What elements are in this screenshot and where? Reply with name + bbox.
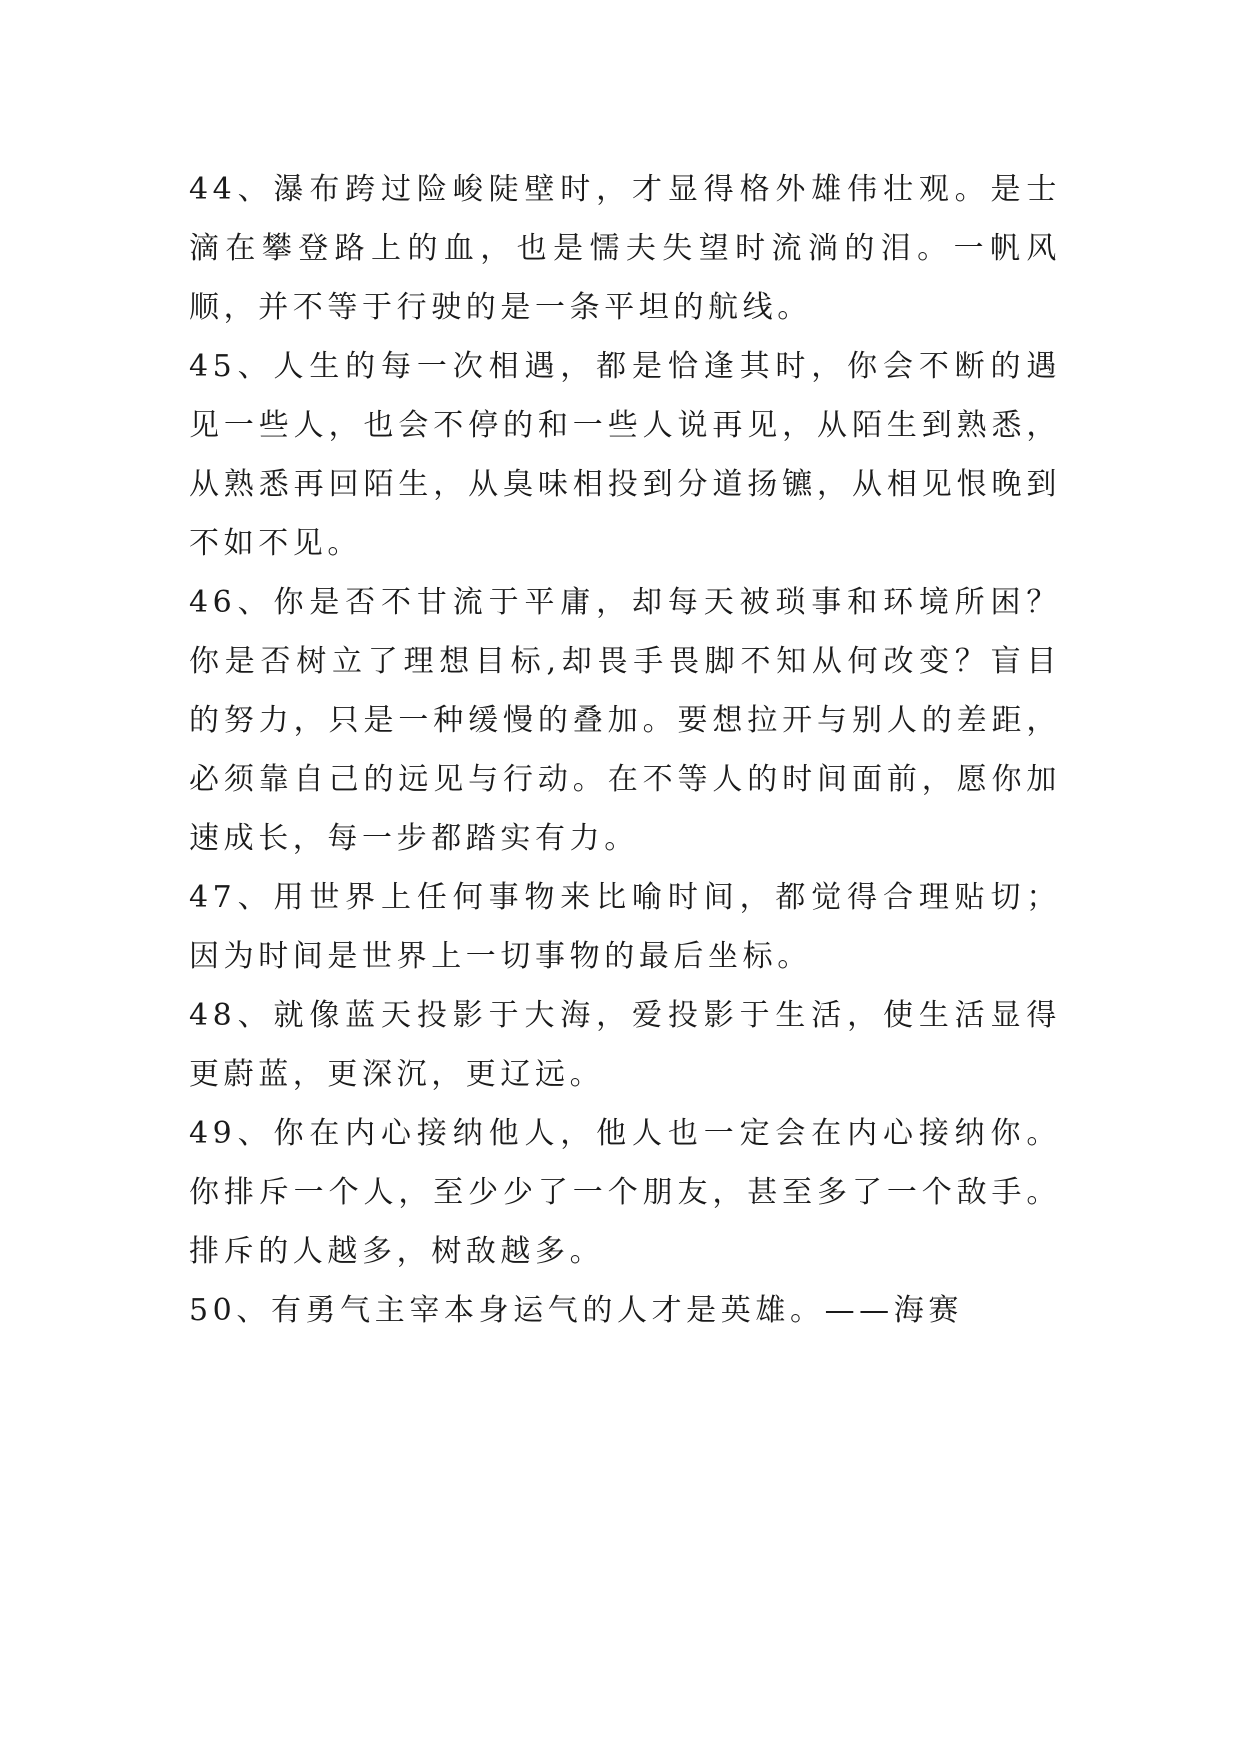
- document-body: [189, 160, 1061, 1340]
- paragraph-49: 49、你在内心接纳他人，他人也一定会在内心接纳你。你排斥一个人，至少少了一个朋友，甚至多了一个敌手。排斥的人越多，树敌越多。: [189, 1116, 1061, 1269]
- paragraph-50: 50、有勇气主宰本身运气的人才是英雄。——海赛: [189, 1293, 963, 1328]
- paragraph-44: 44、瀑布跨过险峻陡壁时，才显得格外雄伟壮观。是士滴在攀登路上的血，也是懦夫失望时流淌的泪。一帆风顺，并不等于行驶的是一条平坦的航线。: [189, 172, 1061, 325]
- paragraph-45: 45、人生的每一次相遇，都是恰逢其时，你会不断的遇见一些人，也会不停的和一些人说再见，从陌生到熟悉，从熟悉再回陌生，从臭味相投到分道扬镳，从相见恨晚到不如不见。: [189, 349, 1061, 561]
- paragraph-48: 48、就像蓝天投影于大海，爱投影于生活，使生活显得更蔚蓝，更深沉，更辽远。: [189, 998, 1061, 1092]
- paragraph-46: 46、你是否不甘流于平庸，却每天被琐事和环境所困？你是否树立了理想目标,却畏手畏脚不知从何改变？盲目的努力，只是一种缓慢的叠加。要想拉开与别人的差距，必须靠自己的远见与行动。在不等人的时间面前，愿你加速成长，每一步都踏实有力。: [189, 585, 1061, 856]
- paragraph-47: 47、用世界上任何事物来比喻时间，都觉得合理贴切；因为时间是世界上一切事物的最后坐标。: [189, 880, 1061, 974]
